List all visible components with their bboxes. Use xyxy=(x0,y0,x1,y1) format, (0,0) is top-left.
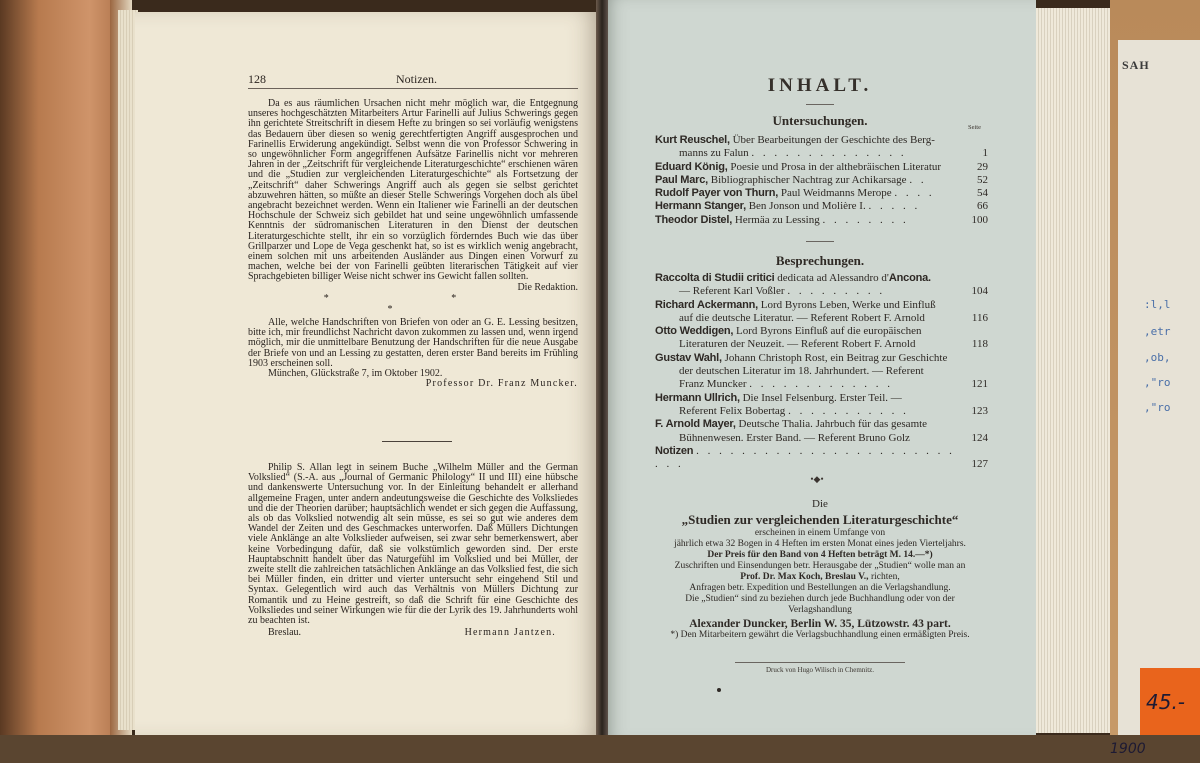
notice-line: Die „Studien“ sind zu beziehen durch jede Buchhandlung oder von der Verlagshandlung xyxy=(685,594,955,615)
ornament: •◆• xyxy=(810,474,824,484)
toc-page: 100 xyxy=(971,213,988,226)
notice-line: erscheinen in einem Umfange von xyxy=(754,528,886,538)
catalog-sheet-heading: SAH xyxy=(1122,58,1150,72)
bottom-edge xyxy=(0,735,1200,763)
seite-label: Seite xyxy=(968,124,981,131)
toc-entry: Hermann Stanger, Ben Jonson und Molière I. . . . . . 66 xyxy=(655,200,988,213)
toc-title: Ben Jonson und Molière I. xyxy=(748,200,866,213)
notice-allan xyxy=(248,463,578,640)
notice-editor: Prof. Dr. Max Koch, Breslau V., xyxy=(740,572,869,582)
toc-title: Bibliographischer Nachtrag zur Achikarsage xyxy=(710,173,907,186)
price-tab xyxy=(1140,668,1200,738)
toc-page: 1 xyxy=(982,147,988,160)
notice-line: richten, xyxy=(870,572,900,582)
title-rule xyxy=(806,104,834,105)
toc-author: F. Arnold Mayer, xyxy=(655,418,736,431)
toc-page: 127 xyxy=(971,458,988,471)
notice-die: Die xyxy=(812,498,828,510)
notice-publisher: Alexander Duncker, Berlin W. 35, Lützowstr. 43 part. xyxy=(689,618,951,630)
page-mark xyxy=(717,688,721,692)
toc-besprechungen xyxy=(655,272,988,471)
toc-page: 123 xyxy=(971,404,988,417)
notice-line: jährlich etwa 32 Bogen in 4 Heften im ersten Monat eines jeden Vierteljahrs. xyxy=(674,539,966,549)
section-untersuchungen: Untersuchungen. xyxy=(772,113,868,128)
toc-title: Die Insel Felsenburg. Erster Teil. — xyxy=(742,391,902,404)
notice-price: Der Preis für den Band von 4 Heften beträgt M. 14.—*) xyxy=(707,550,933,560)
toc-author-tail: Ancona. xyxy=(888,272,931,284)
toc-title-cont: Literaturen der Neuzeit. — Referent Robert F. Arnold xyxy=(679,338,916,351)
toc-page: 66 xyxy=(977,200,988,213)
toc-entry xyxy=(655,418,988,445)
separator-rule xyxy=(382,441,452,442)
toc-title: Lord Byrons Einfluß auf die europäischen xyxy=(736,325,922,338)
toc-entry: Kurt Reuschel, Über Bearbeitungen der Geschichte des Berg- manns zu Falun . . . . . . . . . . . . . . 1 xyxy=(655,134,988,160)
toc-entry xyxy=(655,161,988,174)
toc-author: Gustav Wahl, xyxy=(655,351,722,364)
toc-title-cont: manns zu Falun xyxy=(679,147,749,160)
toc-entry: Rudolf Payer von Thurn, Paul Weidmanns Merope . . . . 54 xyxy=(655,187,988,200)
sheet-scribble: ,"ro xyxy=(1144,401,1171,414)
toc-entry: Hermann Ullrich, Die Insel Felsenburg. Erster Teil. — Referent Felix Bobertag . . . . . . . . . . . 123 xyxy=(655,391,988,417)
journal-name: „Studien zur vergleichenden Literaturgeschichte“ xyxy=(681,512,959,527)
signoff-jantzen: Hermann Jantzen. xyxy=(464,627,556,639)
toc-author: Rudolf Payer von Thurn, xyxy=(655,187,779,200)
notice-lessing xyxy=(248,318,578,389)
printer-imprint: Druck von Hugo Wilisch in Chemnitz. xyxy=(765,666,875,674)
toc-title-cont: — Referent Karl Voßler xyxy=(679,285,785,298)
toc-page: 118 xyxy=(971,338,988,351)
toc-author: Eduard König, xyxy=(655,160,728,173)
toc-title-cont: Franz Muncker xyxy=(679,378,747,391)
sheet-scribble: ,"ro xyxy=(1144,376,1171,389)
toc-author: Raccolta di Studii critici xyxy=(655,272,775,284)
toc-entry: Paul Marc, Bibliographischer Nachtrag zur Achikarsage . . 52 xyxy=(655,173,988,186)
signoff-row xyxy=(248,628,578,640)
page-stack-right xyxy=(1036,8,1114,733)
notice-farinelli-text: Da es aus räumlichen Ursachen nicht mehr möglich war, die Entgegnung unseres hochgeschätzten Mitarbeiters Artur Farinelli auf Julius Schwerings gegen ihn gerichtete Streitschrift in diesem Hefte zu bringen so sei vorläufig wenigstens das Bedauern über diesen so wenig gerechtfertigten Angriff ausgesprochen und Farinellis Erwiderung angekündigt. Selbst wenn die von Professor Schwering in so ungewöhnlicher Form angegriffenen Aufsätze Farinellis nicht vor mehreren Jahren in der „Zeitschrift für vergleichende Literaturgeschichte“ erschienen wären und die „Studien zur vergleichenden Literaturgeschichte“ als Fortsetzung der „Zeitschrift“ daher Schwerings Angriff auch als gegen sie selbst gerichtet abzuwehren hätten, so müßte an dieser Stelle Schwerings Vorgehen doch als übel angebracht bezeichnet werden. Wenn ein Italiener wie Farinelli an der deutschen Hochschule der Schweiz sich gebildet hat und seine ungewöhnlich umfassende Kenntnis der südromanischen Literaturen in den Dienst der deutschen Literaturgeschichte stellt, ihr ein so vorzüglich förderndes Buch wie das über Grillparzer und Lope de Vega geschenkt hat, so ist es wirklich wenig angebracht, einem solchen mit uns arbeitenden Ausländer aus Dingen einen Vorwurf zu machen, welche bei der von Farinelli geübten literarischen Tätigkeit auf vier Sprachgebieten billiger Weise nicht schwer ins Gewicht fallen sollten. xyxy=(248,98,578,283)
book-binding-left xyxy=(0,0,128,763)
signoff-muncker: Professor Dr. Franz Muncker. xyxy=(425,378,578,390)
toc-entry xyxy=(655,325,988,352)
sheet-scribble: ,ob, xyxy=(1144,351,1171,364)
toc-entry: Notizen . . . . . . . . . . . . . . . . . . . . . . . . . . 127 xyxy=(655,444,988,471)
toc-title: Hermäa zu Lessing xyxy=(734,213,820,226)
toc-title: Johann Christoph Rost, ein Beitrag zur Geschichte xyxy=(724,351,948,364)
toc-entry: Raccolta di Studii critici dedicata ad Alessandro d'Ancona. — Referent Karl Voßler . . . . . . . . . 104 xyxy=(655,272,988,298)
toc-author: Otto Weddigen, xyxy=(655,325,734,338)
book-gutter xyxy=(596,0,608,763)
section-asterisks: * * * xyxy=(323,293,517,315)
toc-title: dedicata ad Alessandro d' xyxy=(777,272,889,284)
notice-line: Anfragen betr. Expedition und Bestellungen an die Verlagshandlung. xyxy=(689,583,951,593)
toc-title: Über Bearbeitungen der Geschichte des Berg- xyxy=(732,134,935,146)
notice-allan-text: Philip S. Allan legt in seinem Buche „Wilhelm Müller and the German Volkslied“ (S.-A. aus „Journal of Germanic Philology“ II und III) eine hübsche und dankenswerte Untersuchung vor. In der Einleitung behandelt er allerhand allgemeine Fragen, unter andern andeutungsweise die Geschichte des Volksliedes und die der Theorien darüber; hauptsächlich wendet er sich gegen die Auffassung, als ob das Volkslied notwendig alt sein müsse, es sei so gut wie anderes dem Wandel der Zeiten und des Geschmackes unterworfen. Daß Müllers Dichtungen viele Anklänge an alte Volkslieder aufweisen, sei zwar sehr bemerkenswert, aber keine Vorbedingung dafür, daß sie volkstümlich geworden sind. Der erste Hauptabschnitt handelt über das Naturgefühl im Volkslied und bei Müller, der zweite stellt die zahlreichen tatsächlichen Anklänge an das Volkslied fest, die sich bei Müller finden, ein dritter und vierter untersucht sehr eingehend Stil und Syntax. Gelegentlich wird auch das Verhältnis von Müllers Dichtung zur Romantik und zu Heine gestreift, so daß die Schrift für eine Geschichte des Volksliedes und seiner Wirkungen wie für die der Lyrik des 19. Jahrhunderts wohl zu beachten ist. xyxy=(248,462,578,627)
toc-title: Lord Byrons Leben, Werke und Einfluß xyxy=(760,298,936,311)
page-number: 128 xyxy=(248,72,266,86)
toc-title-cont: Bühnenwesen. Erster Band. — Referent Bruno Golz xyxy=(679,431,910,444)
toc-title: Poesie und Prosa in der althebräischen Literatur xyxy=(730,160,942,173)
toc-author: Kurt Reuschel, xyxy=(655,134,730,146)
toc-title-cont: der deutschen Literatur im 18. Jahrhundert. — Referent xyxy=(679,365,924,378)
toc-page: 124 xyxy=(971,431,988,444)
toc-page: 54 xyxy=(977,187,988,200)
sheet-scribble: ,etr xyxy=(1144,325,1171,338)
toc-page: 29 xyxy=(977,160,988,173)
journal-notice xyxy=(652,498,988,641)
toc-page: 121 xyxy=(971,378,988,391)
toc-page: 52 xyxy=(977,173,988,186)
toc-entry: Theodor Distel, Hermäa zu Lessing . . . . . . . . 100 xyxy=(655,213,988,226)
toc-author: Richard Ackermann, xyxy=(655,298,758,311)
running-title: Notizen. xyxy=(396,72,437,86)
header-rule xyxy=(248,88,578,89)
place-breslau: Breslau. xyxy=(268,627,302,639)
toc-entry: Gustav Wahl, Johann Christoph Rost, ein Beitrag zur Geschichte der deutschen Literatur im 18. Jahrhundert. — Referent Franz Muncker . . . . . . . . . . . . . 121 xyxy=(655,351,988,391)
notice-line: Zuschriften und Einsendungen betr. Herausgabe der „Studien“ wolle man an xyxy=(674,561,966,571)
toc-author: Theodor Distel, xyxy=(655,213,733,226)
toc-title: Deutsche Thalia. Jahrbuch für das gesamte xyxy=(738,418,928,431)
section-rule xyxy=(806,241,834,242)
section-besprechungen: Besprechungen. xyxy=(775,253,865,268)
signoff-redaktion: Die Redaktion. xyxy=(517,281,578,293)
toc-page: 104 xyxy=(971,285,988,298)
toc-page: 116 xyxy=(971,311,988,324)
footer-rule xyxy=(735,662,905,663)
bottom-year: 1900 xyxy=(1110,741,1146,757)
toc-entry xyxy=(655,299,988,326)
sheet-scribble: :l,l xyxy=(1144,298,1171,311)
catalog-sheet xyxy=(1118,40,1200,760)
toc-author: Hermann Stanger, xyxy=(655,200,746,213)
notice-footnote: *) Den Mitarbeitern gewährt die Verlagsbuchhandlung einen ermäßigten Preis. xyxy=(670,630,970,640)
place-date: München, Glückstraße 7, im Oktober 1902. xyxy=(268,368,443,380)
notice-lessing-text: Alle, welche Handschriften von Briefen von oder an G. E. Lessing besitzen, bitte ich, mir freundlichst Nachricht davon zukommen zu lassen und, wenn irgend möglich, mir die unmittelbare Benutzung der Handschriften für die neue Ausgabe der Briefe von und an Lessing zu gestatten, deren erster Band bereits im Frühling 1903 erscheinen soll. xyxy=(248,317,578,369)
notice-farinelli xyxy=(248,99,578,293)
price-tab-text: 45.- xyxy=(1146,690,1186,714)
toc-author: Paul Marc, xyxy=(655,173,709,186)
toc-untersuchungen xyxy=(655,134,988,227)
contents-title: INHALT. xyxy=(767,75,873,96)
toc-title-cont: Referent Felix Bobertag xyxy=(679,404,786,417)
toc-author: Notizen xyxy=(655,444,694,457)
toc-author: Hermann Ullrich, xyxy=(655,391,740,404)
toc-title: Paul Weidmanns Merope xyxy=(780,187,892,200)
toc-title-cont: auf die deutsche Literatur. — Referent Robert F. Arnold xyxy=(679,311,925,324)
